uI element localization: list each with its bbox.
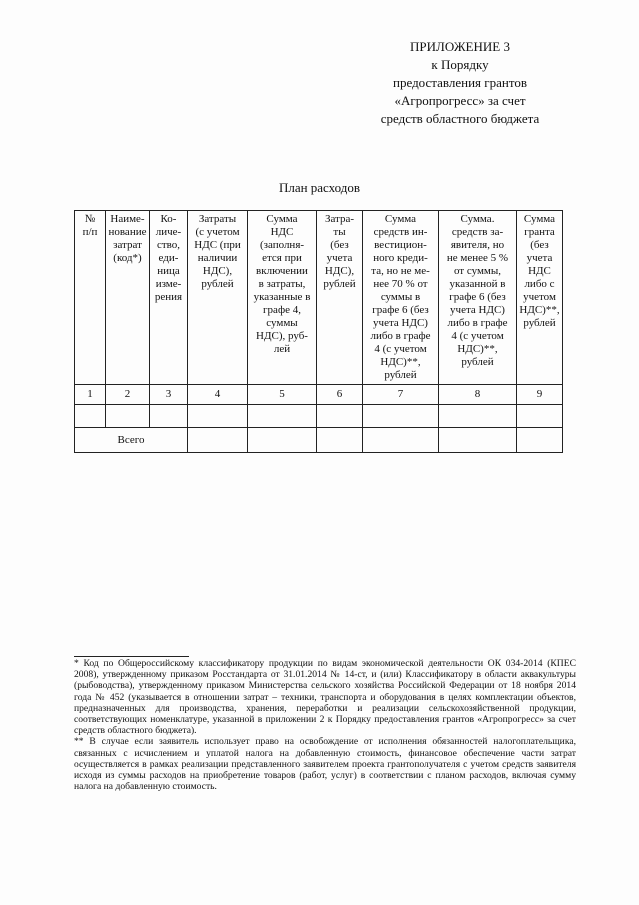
table-cell [150, 405, 188, 428]
table-cell [317, 405, 363, 428]
table-cell [317, 428, 363, 453]
header-cell: Сумма НДС (заполня- ется при включении в затраты, указанные в графе 4, суммы НДС), руб- лей [248, 211, 317, 385]
header-cell: Затра- ты (без учета НДС), рублей [317, 211, 363, 385]
expense-plan-table [74, 210, 563, 453]
header-cell: Затраты (с учетом НДС (при наличии НДС), рублей [188, 211, 248, 385]
appendix-header [360, 38, 560, 128]
column-number-cell: 7 [363, 385, 439, 405]
appendix-line: средств областного бюджета [380, 111, 540, 126]
table-row [75, 405, 563, 428]
table-cell [106, 405, 150, 428]
footnote-1: * Код по Общероссийскому классификатору продукции по видам экономической деятельности ОК 034-2014 (КПЕС 2008), утвержденному приказом Росстандарта от 31.01.2014 № 14-ст, и (или) Классификатору в области аквакультуры (рыбоводства), утвержденному приказом Министерства сельского хозяйства Российской Федерации от 18 ноября 2014 года № 452 (указывается в отношении затрат – техники, транспорта и оборудования в целях комплектации объектов, предназначенных для производства, хранения, переработки и реализации сельскохозяйственной продукции, соответствующих номенклатуре, указанной в приложении 2 к Порядку предоставления грантов «Агропрогресс» за счет средств областного бюджета). [74, 658, 576, 737]
table-cell [188, 405, 248, 428]
footnote-separator [74, 656, 189, 657]
table-cell [363, 428, 439, 453]
header-cell: Ко- личе- ство, еди- ница изме- рения [150, 211, 188, 385]
footnote-2: ** В случае если заявитель использует право на освобождение от исполнения обязанностей налогоплательщика, связанных с исчислением и уплатой налога на добавленную стоимость, финансовое обеспечение части затрат осуществляется в рамках реализации представленного заявителем проекта грантополучателя с учетом средств заявителя исходя из суммы расходов на приобретение товаров (работ, услуг) в соответствии с планом расходов, включая сумму налога на добавленную стоимость. [74, 736, 576, 793]
total-row [75, 428, 563, 453]
total-label: Всего [75, 428, 188, 453]
header-cell: Сумма. средств за- явителя, но не менее 5 % от суммы, указанной в графе 6 (без учета НДС) либо в графе 4 (с учетом НДС)**, рублей [439, 211, 517, 385]
column-number-cell: 1 [75, 385, 106, 405]
document-title: План расходов [278, 180, 361, 195]
appendix-line: к Порядку [431, 57, 489, 72]
column-number-cell: 4 [188, 385, 248, 405]
table-cell [517, 428, 563, 453]
table-cell [439, 405, 517, 428]
table-cell [248, 428, 317, 453]
appendix-line: «Агропрогресс» за счет [394, 93, 526, 108]
table-cell [188, 428, 248, 453]
header-cell: Сумма средств ин- вестицион- ного креди- та, но не ме- нее 70 % от суммы в графе 6 (без учета НДС) либо в графе 4 (с учетом НДС)**, рублей [363, 211, 439, 385]
appendix-line: предоставления грантов [393, 75, 527, 90]
column-number-cell: 5 [248, 385, 317, 405]
appendix-line: ПРИЛОЖЕНИЕ 3 [410, 39, 510, 54]
table-cell [75, 405, 106, 428]
column-number-cell: 6 [317, 385, 363, 405]
column-number-cell: 2 [106, 385, 150, 405]
column-number-cell: 3 [150, 385, 188, 405]
table-cell [248, 405, 317, 428]
table-header-row [75, 211, 563, 385]
header-cell: Наиме- нование затрат (код*) [106, 211, 150, 385]
footnotes [74, 658, 576, 792]
table-cell [363, 405, 439, 428]
column-number-cell: 9 [517, 385, 563, 405]
column-number-cell: 8 [439, 385, 517, 405]
column-number-row [75, 385, 563, 405]
header-cell: № п/п [75, 211, 106, 385]
header-cell: Сумма гранта (без учета НДС либо с учетом НДС)**, рублей [517, 211, 563, 385]
table-cell [439, 428, 517, 453]
table-cell [517, 405, 563, 428]
